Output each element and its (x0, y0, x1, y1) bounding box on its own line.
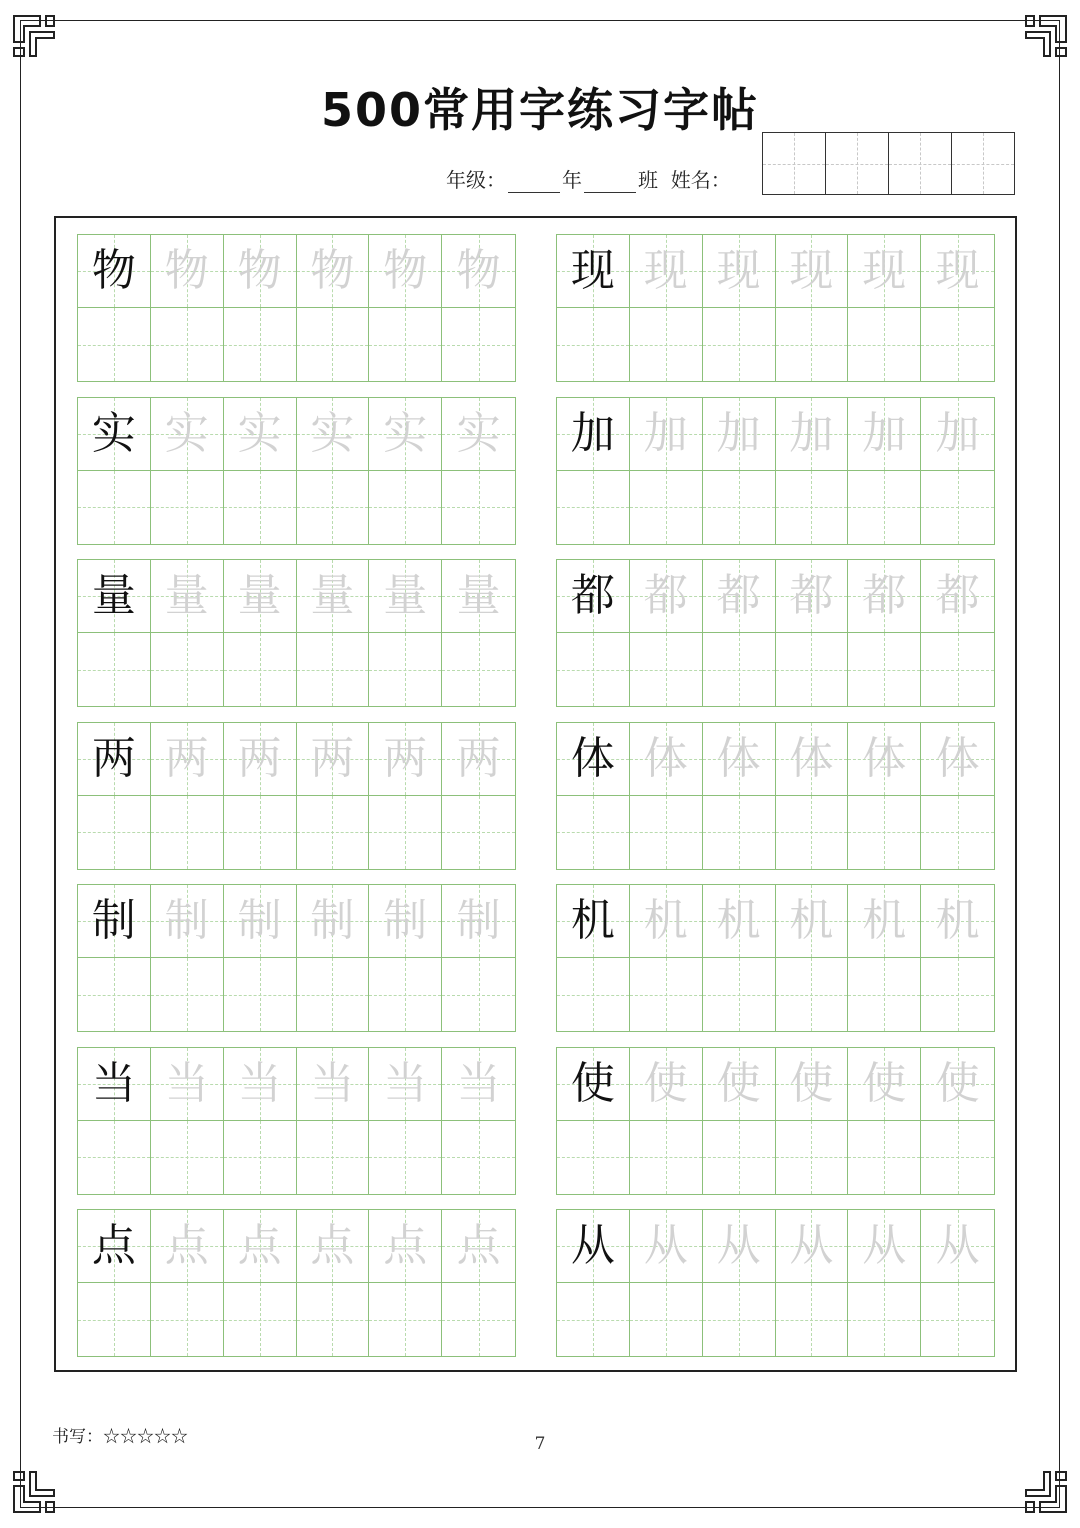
writing-cell[interactable] (297, 958, 370, 1031)
writing-cell[interactable] (297, 560, 370, 633)
trace-character: 实 (456, 407, 501, 459)
writing-cell[interactable] (630, 235, 703, 308)
trace-character: 使 (789, 1057, 834, 1109)
trace-character: 机 (789, 895, 834, 946)
writing-cell[interactable] (151, 633, 224, 706)
writing-cell[interactable] (848, 560, 921, 633)
writing-cell[interactable] (921, 1121, 994, 1194)
writing-cell[interactable] (848, 1121, 921, 1194)
writing-cell[interactable] (630, 1283, 703, 1356)
writing-cell[interactable] (442, 1283, 515, 1356)
writing-cell[interactable] (776, 723, 849, 796)
writing-cell[interactable] (557, 1283, 630, 1356)
writing-cell[interactable] (224, 1121, 297, 1194)
writing-cell[interactable] (369, 958, 442, 1031)
writing-cell[interactable] (297, 398, 370, 471)
writing-cell[interactable] (921, 471, 994, 544)
writing-cell[interactable] (78, 308, 151, 381)
writing-cell[interactable] (297, 471, 370, 544)
model-character: 都 (570, 570, 615, 621)
writing-cell[interactable] (630, 1210, 703, 1283)
corner-ornament (12, 1470, 56, 1514)
writing-cell[interactable] (442, 235, 515, 308)
writing-cell[interactable] (848, 1210, 921, 1283)
trace-character: 制 (237, 895, 282, 946)
trace-character: 加 (789, 407, 834, 459)
writing-cell[interactable] (776, 398, 849, 471)
model-character: 量 (91, 570, 136, 621)
corner-ornament (12, 14, 56, 58)
trace-character: 从 (789, 1220, 834, 1271)
writing-cell[interactable] (297, 1210, 370, 1283)
writing-cell[interactable] (776, 1121, 849, 1194)
writing-cell[interactable] (848, 471, 921, 544)
writing-cell[interactable] (78, 723, 151, 796)
practice-area (54, 216, 1017, 1372)
writing-cell[interactable] (630, 633, 703, 706)
writing-cell[interactable] (776, 1210, 849, 1283)
trace-character: 当 (383, 1057, 428, 1109)
trace-character: 物 (383, 245, 428, 296)
writing-cell[interactable] (442, 560, 515, 633)
writing-cell[interactable] (297, 308, 370, 381)
practice-block (77, 234, 516, 382)
trace-character: 使 (862, 1057, 907, 1109)
writing-cell[interactable] (848, 796, 921, 869)
writing-cell[interactable] (224, 308, 297, 381)
writing-cell[interactable] (921, 308, 994, 381)
writing-cell[interactable] (776, 308, 849, 381)
trace-character: 点 (164, 1220, 209, 1271)
trace-character: 都 (935, 570, 980, 621)
writing-cell[interactable] (442, 1121, 515, 1194)
writing-cell[interactable] (369, 633, 442, 706)
writing-cell[interactable] (703, 796, 776, 869)
writing-cell[interactable] (78, 885, 151, 958)
writing-rating: 书写：☆☆☆☆☆ (52, 1427, 188, 1447)
model-character: 机 (570, 895, 615, 946)
writing-cell[interactable] (151, 308, 224, 381)
writing-cell[interactable] (151, 1210, 224, 1283)
trace-character: 从 (862, 1220, 907, 1271)
writing-cell[interactable] (848, 633, 921, 706)
writing-cell[interactable] (848, 958, 921, 1031)
writing-cell[interactable] (442, 398, 515, 471)
writing-cell[interactable] (297, 796, 370, 869)
model-character: 从 (570, 1220, 615, 1271)
name-box-cell[interactable] (826, 133, 889, 194)
trace-character: 机 (862, 895, 907, 946)
writing-cell[interactable] (151, 398, 224, 471)
writing-cell[interactable] (848, 308, 921, 381)
model-character: 当 (91, 1057, 136, 1109)
writing-cell[interactable] (151, 958, 224, 1031)
trace-character: 机 (935, 895, 980, 946)
trace-character: 都 (862, 570, 907, 621)
practice-block (77, 884, 516, 1032)
writing-cell[interactable] (848, 398, 921, 471)
writing-cell[interactable] (703, 1210, 776, 1283)
trace-character: 物 (456, 245, 501, 296)
writing-cell[interactable] (921, 885, 994, 958)
grade-blank[interactable] (508, 174, 560, 193)
writing-cell[interactable] (369, 235, 442, 308)
student-info-line (446, 164, 731, 193)
practice-block (556, 722, 995, 870)
writing-cell[interactable] (78, 235, 151, 308)
trace-character: 两 (164, 732, 209, 784)
trace-character: 体 (789, 732, 834, 784)
writing-cell[interactable] (369, 308, 442, 381)
writing-cell[interactable] (151, 1121, 224, 1194)
writing-cell[interactable] (630, 398, 703, 471)
writing-cell[interactable] (442, 885, 515, 958)
name-box-cell[interactable] (889, 133, 952, 194)
writing-cell[interactable] (557, 723, 630, 796)
name-label: 姓名： (670, 168, 731, 192)
writing-cell[interactable] (369, 885, 442, 958)
writing-cell[interactable] (848, 1048, 921, 1121)
writing-cell[interactable] (151, 796, 224, 869)
writing-cell[interactable] (78, 560, 151, 633)
writing-cell[interactable] (703, 723, 776, 796)
writing-cell[interactable] (557, 560, 630, 633)
writing-cell[interactable] (557, 398, 630, 471)
writing-cell[interactable] (151, 723, 224, 796)
writing-cell[interactable] (703, 235, 776, 308)
model-character: 点 (91, 1220, 136, 1271)
trace-character: 现 (789, 245, 834, 296)
trace-character: 制 (164, 895, 209, 946)
trace-character: 加 (643, 407, 688, 459)
writing-cell[interactable] (151, 1048, 224, 1121)
writing-cell[interactable] (151, 560, 224, 633)
writing-cell[interactable] (630, 885, 703, 958)
trace-character: 现 (716, 245, 761, 296)
writing-cell[interactable] (557, 796, 630, 869)
writing-cell[interactable] (848, 235, 921, 308)
writing-cell[interactable] (224, 235, 297, 308)
name-box-cell[interactable] (952, 133, 1014, 194)
writing-cell[interactable] (297, 1283, 370, 1356)
trace-character: 体 (643, 732, 688, 784)
writing-cell[interactable] (297, 1048, 370, 1121)
writing-cell[interactable] (442, 723, 515, 796)
page-title: 500常用字练习字帖 (320, 83, 760, 137)
trace-character: 当 (456, 1057, 501, 1109)
trace-character: 加 (862, 407, 907, 459)
writing-cell[interactable] (630, 1048, 703, 1121)
writing-cell[interactable] (557, 633, 630, 706)
model-character: 物 (91, 245, 136, 296)
writing-cell[interactable] (78, 1210, 151, 1283)
writing-cell[interactable] (848, 885, 921, 958)
trace-character: 都 (716, 570, 761, 621)
writing-cell[interactable] (703, 308, 776, 381)
writing-cell[interactable] (224, 723, 297, 796)
writing-cell[interactable] (78, 471, 151, 544)
writing-cell[interactable] (78, 1121, 151, 1194)
trace-character: 点 (310, 1220, 355, 1271)
trace-character: 量 (456, 570, 501, 621)
writing-cell[interactable] (703, 398, 776, 471)
writing-cell[interactable] (224, 1210, 297, 1283)
writing-cell[interactable] (151, 1283, 224, 1356)
writing-cell[interactable] (78, 958, 151, 1031)
year-suffix: 年 (562, 168, 582, 192)
grade-label: 年级： (446, 168, 506, 192)
writing-cell[interactable] (557, 1210, 630, 1283)
writing-cell[interactable] (557, 885, 630, 958)
writing-cell[interactable] (921, 1048, 994, 1121)
trace-character: 从 (935, 1220, 980, 1271)
writing-cell[interactable] (557, 958, 630, 1031)
practice-block (77, 559, 516, 707)
writing-cell[interactable] (78, 398, 151, 471)
writing-cell[interactable] (442, 471, 515, 544)
writing-cell[interactable] (78, 633, 151, 706)
writing-cell[interactable] (776, 958, 849, 1031)
trace-character: 加 (716, 407, 761, 459)
practice-block (556, 1047, 995, 1195)
writing-cell[interactable] (630, 308, 703, 381)
name-boxes[interactable] (762, 132, 1015, 195)
writing-cell[interactable] (369, 796, 442, 869)
writing-cell[interactable] (921, 723, 994, 796)
model-character: 使 (570, 1057, 615, 1109)
model-character: 实 (91, 407, 136, 459)
trace-character: 都 (789, 570, 834, 621)
writing-cell[interactable] (921, 633, 994, 706)
trace-character: 量 (383, 570, 428, 621)
writing-cell[interactable] (921, 796, 994, 869)
trace-character: 物 (237, 245, 282, 296)
trace-character: 量 (237, 570, 282, 621)
writing-cell[interactable] (442, 308, 515, 381)
model-character: 两 (91, 732, 136, 784)
writing-cell[interactable] (224, 398, 297, 471)
trace-character: 两 (237, 732, 282, 784)
writing-cell[interactable] (369, 723, 442, 796)
trace-character: 实 (164, 407, 209, 459)
name-box-cell[interactable] (763, 133, 826, 194)
writing-cell[interactable] (921, 560, 994, 633)
writing-cell[interactable] (921, 398, 994, 471)
trace-character: 机 (643, 895, 688, 946)
writing-cell[interactable] (151, 471, 224, 544)
writing-cell[interactable] (557, 308, 630, 381)
writing-cell[interactable] (224, 796, 297, 869)
practice-block (556, 397, 995, 545)
writing-cell[interactable] (921, 1283, 994, 1356)
writing-cell[interactable] (557, 1121, 630, 1194)
writing-cell[interactable] (369, 560, 442, 633)
trace-character: 两 (310, 732, 355, 784)
writing-cell[interactable] (703, 885, 776, 958)
practice-block (556, 234, 995, 382)
trace-character: 制 (383, 895, 428, 946)
writing-cell[interactable] (297, 885, 370, 958)
writing-cell[interactable] (921, 235, 994, 308)
trace-character: 量 (310, 570, 355, 621)
writing-cell[interactable] (78, 796, 151, 869)
writing-cell[interactable] (297, 1121, 370, 1194)
writing-cell[interactable] (703, 1048, 776, 1121)
writing-cell[interactable] (630, 471, 703, 544)
writing-cell[interactable] (630, 560, 703, 633)
trace-character: 现 (862, 245, 907, 296)
writing-cell[interactable] (151, 885, 224, 958)
trace-character: 点 (237, 1220, 282, 1271)
writing-cell[interactable] (297, 723, 370, 796)
trace-character: 两 (383, 732, 428, 784)
trace-character: 物 (310, 245, 355, 296)
writing-cell[interactable] (703, 1121, 776, 1194)
writing-cell[interactable] (776, 633, 849, 706)
trace-character: 现 (643, 245, 688, 296)
writing-cell[interactable] (442, 1210, 515, 1283)
writing-cell[interactable] (557, 471, 630, 544)
trace-character: 体 (935, 732, 980, 784)
writing-cell[interactable] (151, 235, 224, 308)
trace-character: 体 (716, 732, 761, 784)
writing-cell[interactable] (224, 885, 297, 958)
writing-cell[interactable] (630, 796, 703, 869)
writing-cell[interactable] (442, 633, 515, 706)
writing-cell[interactable] (776, 796, 849, 869)
writing-cell[interactable] (557, 235, 630, 308)
writing-cell[interactable] (557, 1048, 630, 1121)
trace-character: 实 (310, 407, 355, 459)
model-character: 制 (91, 895, 136, 946)
trace-character: 点 (456, 1220, 501, 1271)
writing-cell[interactable] (921, 1210, 994, 1283)
writing-cell[interactable] (630, 1121, 703, 1194)
writing-cell[interactable] (369, 398, 442, 471)
writing-cell[interactable] (78, 1048, 151, 1121)
writing-cell[interactable] (297, 235, 370, 308)
trace-character: 当 (164, 1057, 209, 1109)
trace-character: 当 (237, 1057, 282, 1109)
trace-character: 实 (237, 407, 282, 459)
trace-character: 量 (164, 570, 209, 621)
writing-cell[interactable] (369, 1121, 442, 1194)
writing-cell[interactable] (369, 1048, 442, 1121)
trace-character: 制 (456, 895, 501, 946)
writing-cell[interactable] (630, 958, 703, 1031)
corner-ornament (1024, 14, 1068, 58)
writing-cell[interactable] (442, 958, 515, 1031)
writing-cell[interactable] (369, 1283, 442, 1356)
practice-block (556, 1209, 995, 1357)
writing-cell[interactable] (776, 1283, 849, 1356)
writing-cell[interactable] (224, 958, 297, 1031)
writing-cell[interactable] (369, 1210, 442, 1283)
trace-character: 使 (935, 1057, 980, 1109)
writing-cell[interactable] (776, 1048, 849, 1121)
writing-cell[interactable] (776, 235, 849, 308)
trace-character: 加 (935, 407, 980, 459)
practice-block (77, 722, 516, 870)
writing-cell[interactable] (224, 1048, 297, 1121)
writing-cell[interactable] (630, 723, 703, 796)
model-character: 加 (570, 407, 615, 459)
trace-character: 从 (716, 1220, 761, 1271)
trace-character: 现 (935, 245, 980, 296)
trace-character: 机 (716, 895, 761, 946)
writing-cell[interactable] (703, 560, 776, 633)
writing-cell[interactable] (703, 958, 776, 1031)
writing-cell[interactable] (776, 885, 849, 958)
trace-character: 实 (383, 407, 428, 459)
trace-character: 两 (456, 732, 501, 784)
practice-block (77, 397, 516, 545)
writing-cell[interactable] (369, 471, 442, 544)
writing-cell[interactable] (703, 633, 776, 706)
trace-character: 当 (310, 1057, 355, 1109)
model-character: 现 (570, 245, 615, 296)
trace-character: 都 (643, 570, 688, 621)
trace-character: 使 (643, 1057, 688, 1109)
practice-block (77, 1047, 516, 1195)
page-number: 7 (534, 1434, 546, 1454)
writing-cell[interactable] (442, 1048, 515, 1121)
writing-cell[interactable] (848, 723, 921, 796)
trace-character: 物 (164, 245, 209, 296)
writing-cell[interactable] (776, 560, 849, 633)
writing-cell[interactable] (703, 471, 776, 544)
trace-character: 体 (862, 732, 907, 784)
trace-character: 点 (383, 1220, 428, 1271)
writing-cell[interactable] (224, 1283, 297, 1356)
writing-cell[interactable] (78, 1283, 151, 1356)
trace-character: 使 (716, 1057, 761, 1109)
corner-ornament (1024, 1470, 1068, 1514)
writing-cell[interactable] (224, 633, 297, 706)
class-blank[interactable] (584, 174, 636, 193)
writing-cell[interactable] (776, 471, 849, 544)
writing-cell[interactable] (224, 471, 297, 544)
writing-cell[interactable] (224, 560, 297, 633)
writing-cell[interactable] (297, 633, 370, 706)
writing-cell[interactable] (442, 796, 515, 869)
class-suffix: 班 (638, 168, 658, 192)
practice-block (77, 1209, 516, 1357)
practice-block (556, 884, 995, 1032)
writing-cell[interactable] (703, 1283, 776, 1356)
trace-character: 制 (310, 895, 355, 946)
practice-block (556, 559, 995, 707)
model-character: 体 (570, 732, 615, 784)
writing-cell[interactable] (848, 1283, 921, 1356)
trace-character: 从 (643, 1220, 688, 1271)
writing-cell[interactable] (921, 958, 994, 1031)
